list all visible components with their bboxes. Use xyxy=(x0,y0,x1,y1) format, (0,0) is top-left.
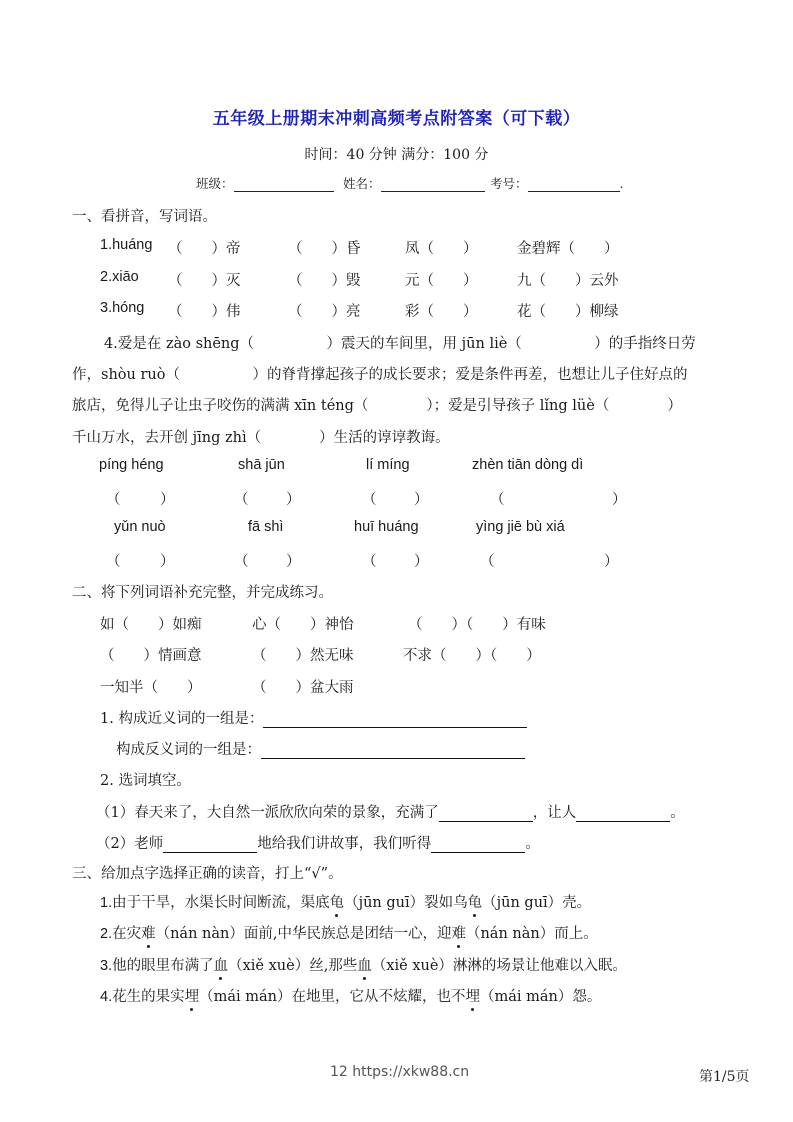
synonym-question xyxy=(100,707,527,728)
bracket-close: ） xyxy=(604,554,619,570)
fill-blank-3[interactable] xyxy=(163,837,257,853)
pronunciation-q2: 2.在灾难（nán nàn）面前,中华民族总是团结一心，迎难（nán nàn）而上。 xyxy=(100,922,598,943)
pinyin-hui-huang: huī huáng xyxy=(354,519,419,535)
fill-blank-2[interactable] xyxy=(576,806,670,822)
bracket-open: （ xyxy=(106,492,121,508)
s1-row3-prefix: 3.hóng xyxy=(100,300,145,316)
name-label: 姓名： xyxy=(343,176,381,191)
idiom-6: 不求（ ）（ ） xyxy=(403,648,541,664)
sentence-end: 。 xyxy=(525,836,540,852)
bracket-open: （ xyxy=(234,492,249,508)
antonym-question xyxy=(116,738,525,759)
passage-line2: 作，shòu ruò（ ）的脊背撑起孩子的成长要求；爱是条件再差，也想让儿子住好点的 xyxy=(72,367,688,383)
time-score-line: 时间：40 分钟 满分：100 分 xyxy=(304,147,489,163)
bracket-close: ） xyxy=(414,554,429,570)
idiom-8: （ ）盆大雨 xyxy=(252,680,354,696)
pinyin-sha-jun: shā jūn xyxy=(238,457,285,473)
bracket-open: （ xyxy=(106,554,121,570)
bracket-open: （ xyxy=(234,554,249,570)
s1-row1-item3: 凤（ ） xyxy=(405,241,478,257)
sentence-text: ，让人 xyxy=(532,805,577,821)
name-field xyxy=(343,174,485,192)
idiom-1: 如（ ）如痴 xyxy=(100,617,202,633)
synonym-label: 1. 构成近义词的一组是： xyxy=(100,711,264,727)
bracket-close: ） xyxy=(286,492,301,508)
bracket-open: （ xyxy=(362,554,377,570)
fill-in-sentence-2 xyxy=(96,832,540,853)
fill-blank-4[interactable] xyxy=(431,837,525,853)
bracket-close: ） xyxy=(160,554,175,570)
period: . xyxy=(619,176,624,191)
dotted-char: 埋 xyxy=(465,985,480,1006)
pinyin-li-ming: lí míng xyxy=(366,457,410,473)
dotted-char: 血 xyxy=(357,954,372,975)
pronunciation-q4: 4.花生的果实埋（mái mán）在地里，它从不炫耀，也不埋（mái mán）怨。 xyxy=(100,985,601,1006)
section2-heading: 二、将下列词语补充完整，并完成练习。 xyxy=(72,585,333,601)
footer-url[interactable]: 12 https://xkw88.cn xyxy=(330,1064,470,1080)
antonym-blank[interactable] xyxy=(261,743,525,759)
idiom-2: 心（ ）神怡 xyxy=(252,617,354,633)
s1-row2-item3: 元（ ） xyxy=(405,273,478,289)
passage-line4: 千山万水，去开创 jīng zhì（ ）生活的谆谆教诲。 xyxy=(72,430,450,446)
pronunciation-q3: 3.他的眼里布满了血（xiě xuè）丝,那些血（xiě xuè）淋淋的场景让他难以入眠。 xyxy=(100,954,627,975)
class-label: 班级： xyxy=(196,176,234,191)
section3-heading: 三、给加点字选择正确的读音，打上“√”。 xyxy=(72,866,343,882)
dotted-char: 埋 xyxy=(185,985,200,1006)
idiom-3: （ ）（ ）有味 xyxy=(408,617,546,633)
sentence-text: （2）老师 xyxy=(96,836,164,852)
sentence-text: 地给我们讲故事，我们听得 xyxy=(257,836,432,852)
exam-number-blank[interactable] xyxy=(528,177,620,192)
s1-row2-item2: （ ）毁 xyxy=(288,273,361,289)
name-blank[interactable] xyxy=(381,177,485,192)
sentence-text: （1）春天来了，大自然一派欣欣向荣的景象，充满了 xyxy=(96,805,439,821)
s1-row3-item4: 花（ ）柳绿 xyxy=(517,304,619,320)
dotted-char: 血 xyxy=(214,954,229,975)
pinyin-fa-shi: fā shì xyxy=(248,519,284,535)
pinyin-ping-heng: píng héng xyxy=(99,457,164,473)
fill-blank-1[interactable] xyxy=(439,806,533,822)
pinyin-yun-nuo: yǔn nuò xyxy=(114,519,166,535)
passage-line1: 4.爱是在 zào shēng（ ）震天的车间里，用 jūn liè（ ）的手指终日劳 xyxy=(104,336,696,352)
bracket-close: ） xyxy=(160,492,175,508)
document-title: 五年级上册期末冲刺高频考点附答案（可下载） xyxy=(212,109,581,129)
s1-row1-item1: （ ）帝 xyxy=(168,241,241,257)
bracket-close: ） xyxy=(286,554,301,570)
fill-in-heading: 2. 选词填空。 xyxy=(100,773,191,789)
dotted-char: 难 xyxy=(451,922,466,943)
antonym-label: 构成反义词的一组是： xyxy=(116,742,261,758)
s1-row3-item2: （ ）亮 xyxy=(288,304,361,320)
s1-row2-item1: （ ）灭 xyxy=(168,273,241,289)
page-number: 第1/5页 xyxy=(699,1069,750,1085)
idiom-5: （ ）然无味 xyxy=(252,648,354,664)
s1-row1-prefix: 1.huáng xyxy=(100,237,153,253)
class-blank[interactable] xyxy=(234,177,334,192)
idiom-4: （ ）情画意 xyxy=(100,648,202,664)
dotted-char: 难 xyxy=(141,922,156,943)
idiom-7: 一知半（ ） xyxy=(100,680,202,696)
synonym-blank[interactable] xyxy=(263,712,527,728)
s1-row3-item1: （ ）伟 xyxy=(168,304,241,320)
bracket-open: （ xyxy=(490,492,505,508)
bracket-close: ） xyxy=(612,492,627,508)
s1-row2-item4: 九（ ）云外 xyxy=(517,273,619,289)
exam-number-field xyxy=(490,174,624,192)
pronunciation-q1: 1.由于干旱，水渠长时间断流，渠底龟（jūn guī）裂如乌龟（jūn guī）壳。 xyxy=(100,891,591,912)
s1-row1-item2: （ ）昏 xyxy=(288,241,361,257)
fill-in-sentence-1 xyxy=(96,801,685,822)
sentence-end: 。 xyxy=(670,805,685,821)
bracket-open: （ xyxy=(362,492,377,508)
exam-number-label: 考号： xyxy=(490,176,528,191)
dotted-char: 龟 xyxy=(468,891,483,912)
pinyin-ying-jie-bu-xia: yìng jiē bù xiá xyxy=(476,519,565,535)
passage-line3: 旅店，免得儿子让虫子咬伤的满满 xīn téng（ ）；爱是引导孩子 lǐng lüè（ ） xyxy=(72,398,682,414)
pinyin-zhen-tian-dong-di: zhèn tiān dòng dì xyxy=(472,457,584,473)
s1-row3-item3: 彩（ ） xyxy=(405,304,478,320)
bracket-open: （ xyxy=(480,554,495,570)
class-field xyxy=(196,174,334,192)
s1-row1-item4: 金碧辉（ ） xyxy=(517,241,619,257)
bracket-close: ） xyxy=(414,492,429,508)
dotted-char: 龟 xyxy=(330,891,345,912)
s1-row2-prefix: 2.xiāo xyxy=(100,269,139,285)
section1-heading: 一、看拼音，写词语。 xyxy=(72,209,217,225)
